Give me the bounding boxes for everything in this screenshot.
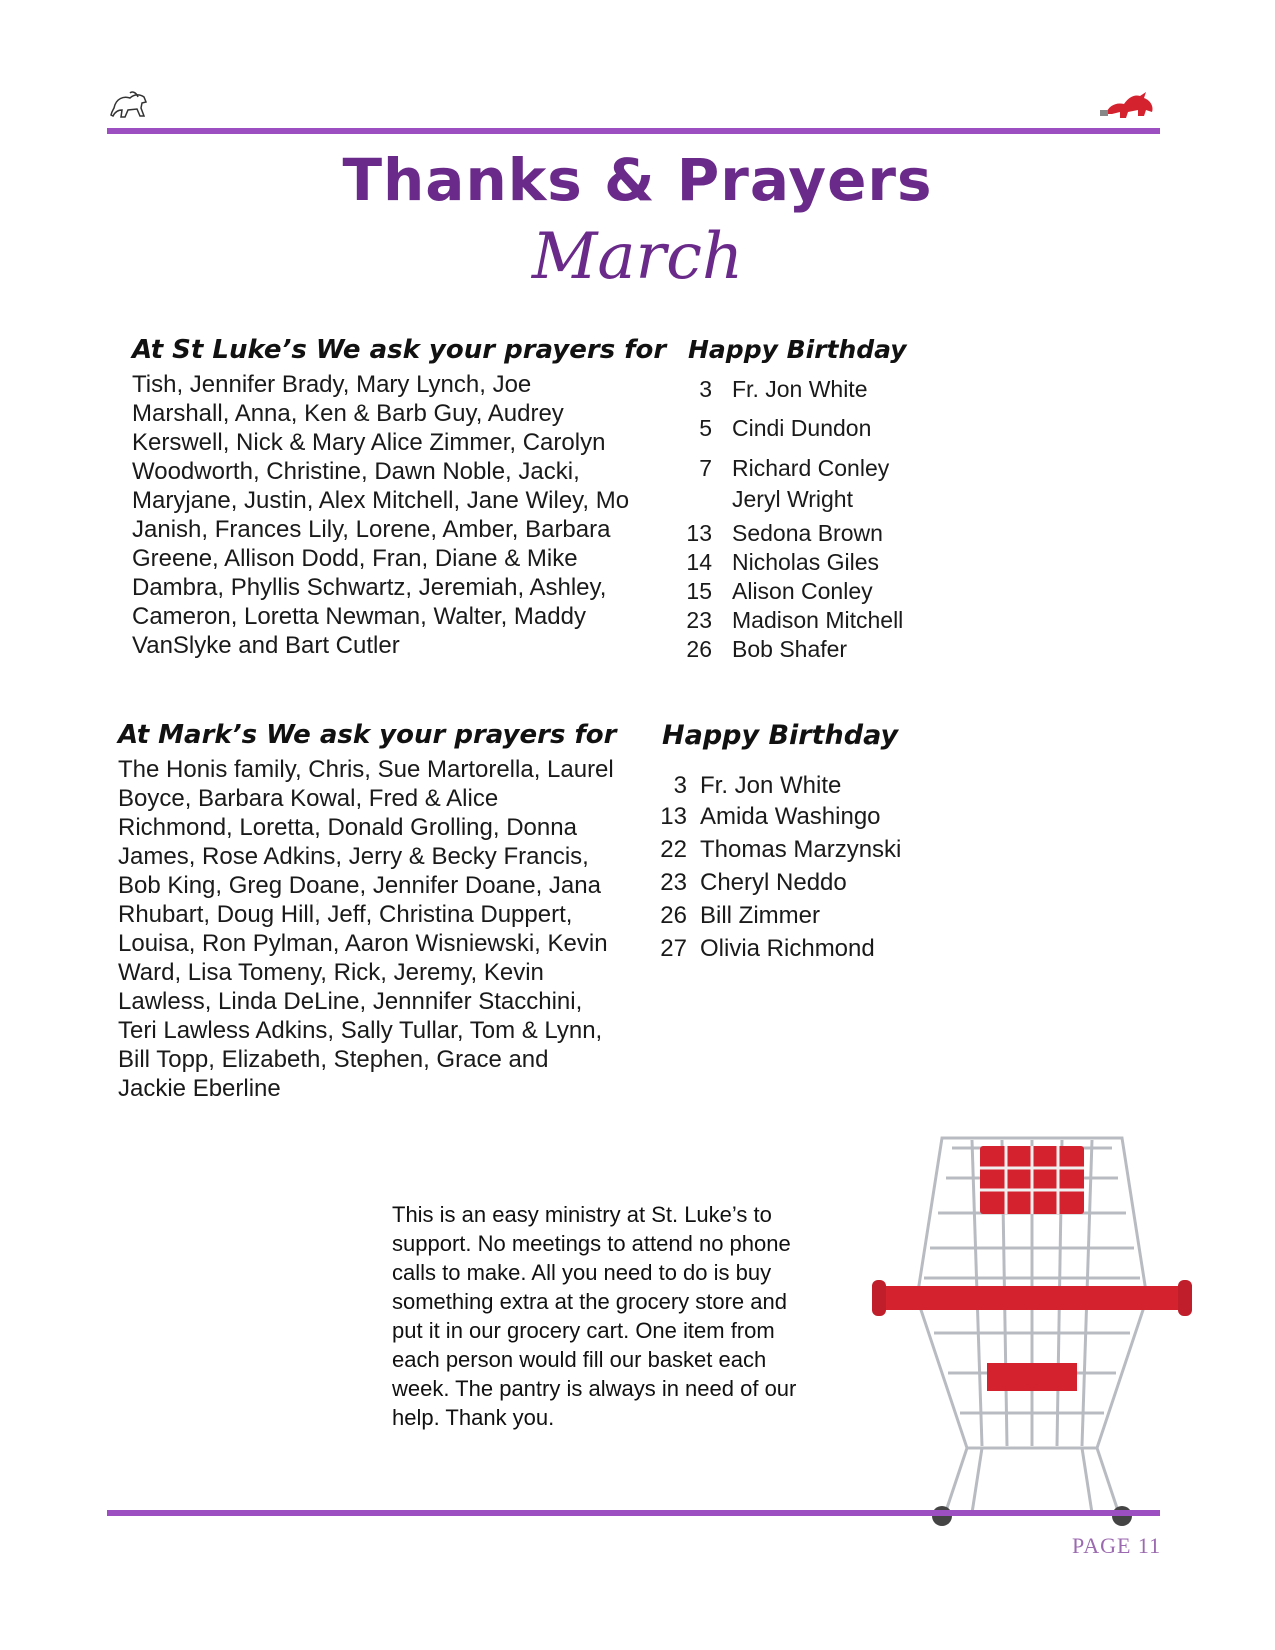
st-lukes-prayers-heading: At St Luke’s We ask your prayers for xyxy=(132,335,667,365)
list-item xyxy=(678,415,903,455)
birthday-name: Olivia Richmond xyxy=(700,935,875,962)
list-item xyxy=(660,902,901,935)
birthday-day: 5 xyxy=(699,415,712,441)
lion-icon xyxy=(110,88,150,120)
st-lukes-birthday-heading: Happy Birthday xyxy=(688,335,907,364)
page-subtitle: March xyxy=(531,220,744,294)
list-item xyxy=(678,520,903,549)
birthday-day: 22 xyxy=(660,836,687,863)
list-item xyxy=(678,549,903,578)
birthday-day: 14 xyxy=(686,549,712,575)
birthday-name: Cheryl Neddo xyxy=(700,869,847,896)
birthday-day: 26 xyxy=(686,636,712,662)
red-lion-icon xyxy=(1100,88,1158,124)
birthday-name: Bob Shafer xyxy=(732,636,848,662)
list-item xyxy=(660,803,901,836)
st-marks-birthday-heading: Happy Birthday xyxy=(662,720,899,751)
birthday-day: 13 xyxy=(686,520,712,546)
st-lukes-prayer-list: Tish, Jennifer Brady, Mary Lynch, Joe Marshall, Anna, Ken & Barb Guy, Audrey Kerswell, Nick & Mary Alice Zimmer, Carolyn Woodworth, Christine, Dawn Noble, Jacki, Maryjane, Justin, Alex Mitchell, Jane Wiley, Mo Janish, Frances Lily, Lorene, Amber, Barbara Greene, Allison Dodd, Fran, Diane & Mike Dambra, Phyllis Schwartz, Jeremiah, Ashley, Cameron, Loretta Newman, Walter, Maddy VanSlyke and Bart Cutler xyxy=(132,371,630,659)
list-item xyxy=(678,636,903,665)
birthday-day: 23 xyxy=(686,607,712,633)
birthday-name: Cindi Dundon xyxy=(732,415,872,441)
birthday-day: 15 xyxy=(686,578,712,604)
page-title: Thanks & Prayers xyxy=(342,146,933,214)
st-lukes-birthday-list xyxy=(678,376,903,665)
birthday-name: Amida Washingo xyxy=(700,803,881,830)
shopping-cart-icon xyxy=(872,1128,1192,1528)
list-item xyxy=(678,486,903,520)
list-item xyxy=(660,772,901,803)
bottom-divider xyxy=(107,1510,1160,1516)
birthday-day: 23 xyxy=(660,869,687,896)
birthday-name: Thomas Marzynski xyxy=(700,836,902,863)
birthday-name: Fr. Jon White xyxy=(700,772,842,799)
birthday-name: Sedona Brown xyxy=(732,520,883,546)
birthday-name: Nicholas Giles xyxy=(732,549,879,575)
st-marks-prayers-heading: At Mark’s We ask your prayers for xyxy=(118,720,617,750)
birthday-name: Fr. Jon White xyxy=(732,376,868,402)
birthday-day xyxy=(678,486,712,520)
pantry-ministry-text: This is an easy ministry at St. Luke’s to support. No meetings to attend no phone calls to make. All you need to do is buy something extra at the grocery store and put it in our grocery cart. One item from each person would fill our basket each week. The pantry is always in need of our help. Thank you. xyxy=(392,1202,797,1430)
birthday-day: 26 xyxy=(660,902,687,929)
birthday-day: 13 xyxy=(660,803,687,830)
birthday-day: 27 xyxy=(660,935,687,962)
list-item xyxy=(660,935,901,968)
list-item xyxy=(678,376,903,415)
top-divider xyxy=(107,128,1160,134)
list-item xyxy=(678,607,903,636)
st-marks-birthday-list xyxy=(660,772,901,968)
birthday-name: Madison Mitchell xyxy=(732,607,904,633)
page-number: PAGE 11 xyxy=(1072,1533,1162,1558)
birthday-name: Jeryl Wright xyxy=(732,486,853,512)
st-marks-prayer-list: The Honis family, Chris, Sue Martorella, Laurel Boyce, Barbara Kowal, Fred & Alice Richmond, Loretta, Donald Grolling, Donna James, Rose Adkins, Jerry & Becky Francis, Bob King, Greg Doane, Jennifer Doane, Jana Rhubart, Doug Hill, Jeff, Christina Duppert, Louisa, Ron Pylman, Aaron Wisniewski, Kevin Ward, Lisa Tomeny, Rick, Jeremy, Kevin Lawless, Linda DeLine, Jennnifer Stacchini, Teri Lawless Adkins, Sally Tullar, Tom & Lynn, Bill Topp, Elizabeth, Stephen, Grace and Jackie Eberline xyxy=(118,756,614,1102)
birthday-name: Alison Conley xyxy=(732,578,873,604)
birthday-name: Richard Conley xyxy=(732,455,890,481)
list-item xyxy=(660,836,901,869)
birthday-day: 3 xyxy=(673,772,687,799)
birthday-name: Bill Zimmer xyxy=(700,902,820,929)
list-item xyxy=(660,869,901,902)
list-item xyxy=(678,455,903,486)
birthday-day: 7 xyxy=(699,455,712,481)
birthday-day: 3 xyxy=(699,376,712,402)
list-item xyxy=(678,578,903,607)
